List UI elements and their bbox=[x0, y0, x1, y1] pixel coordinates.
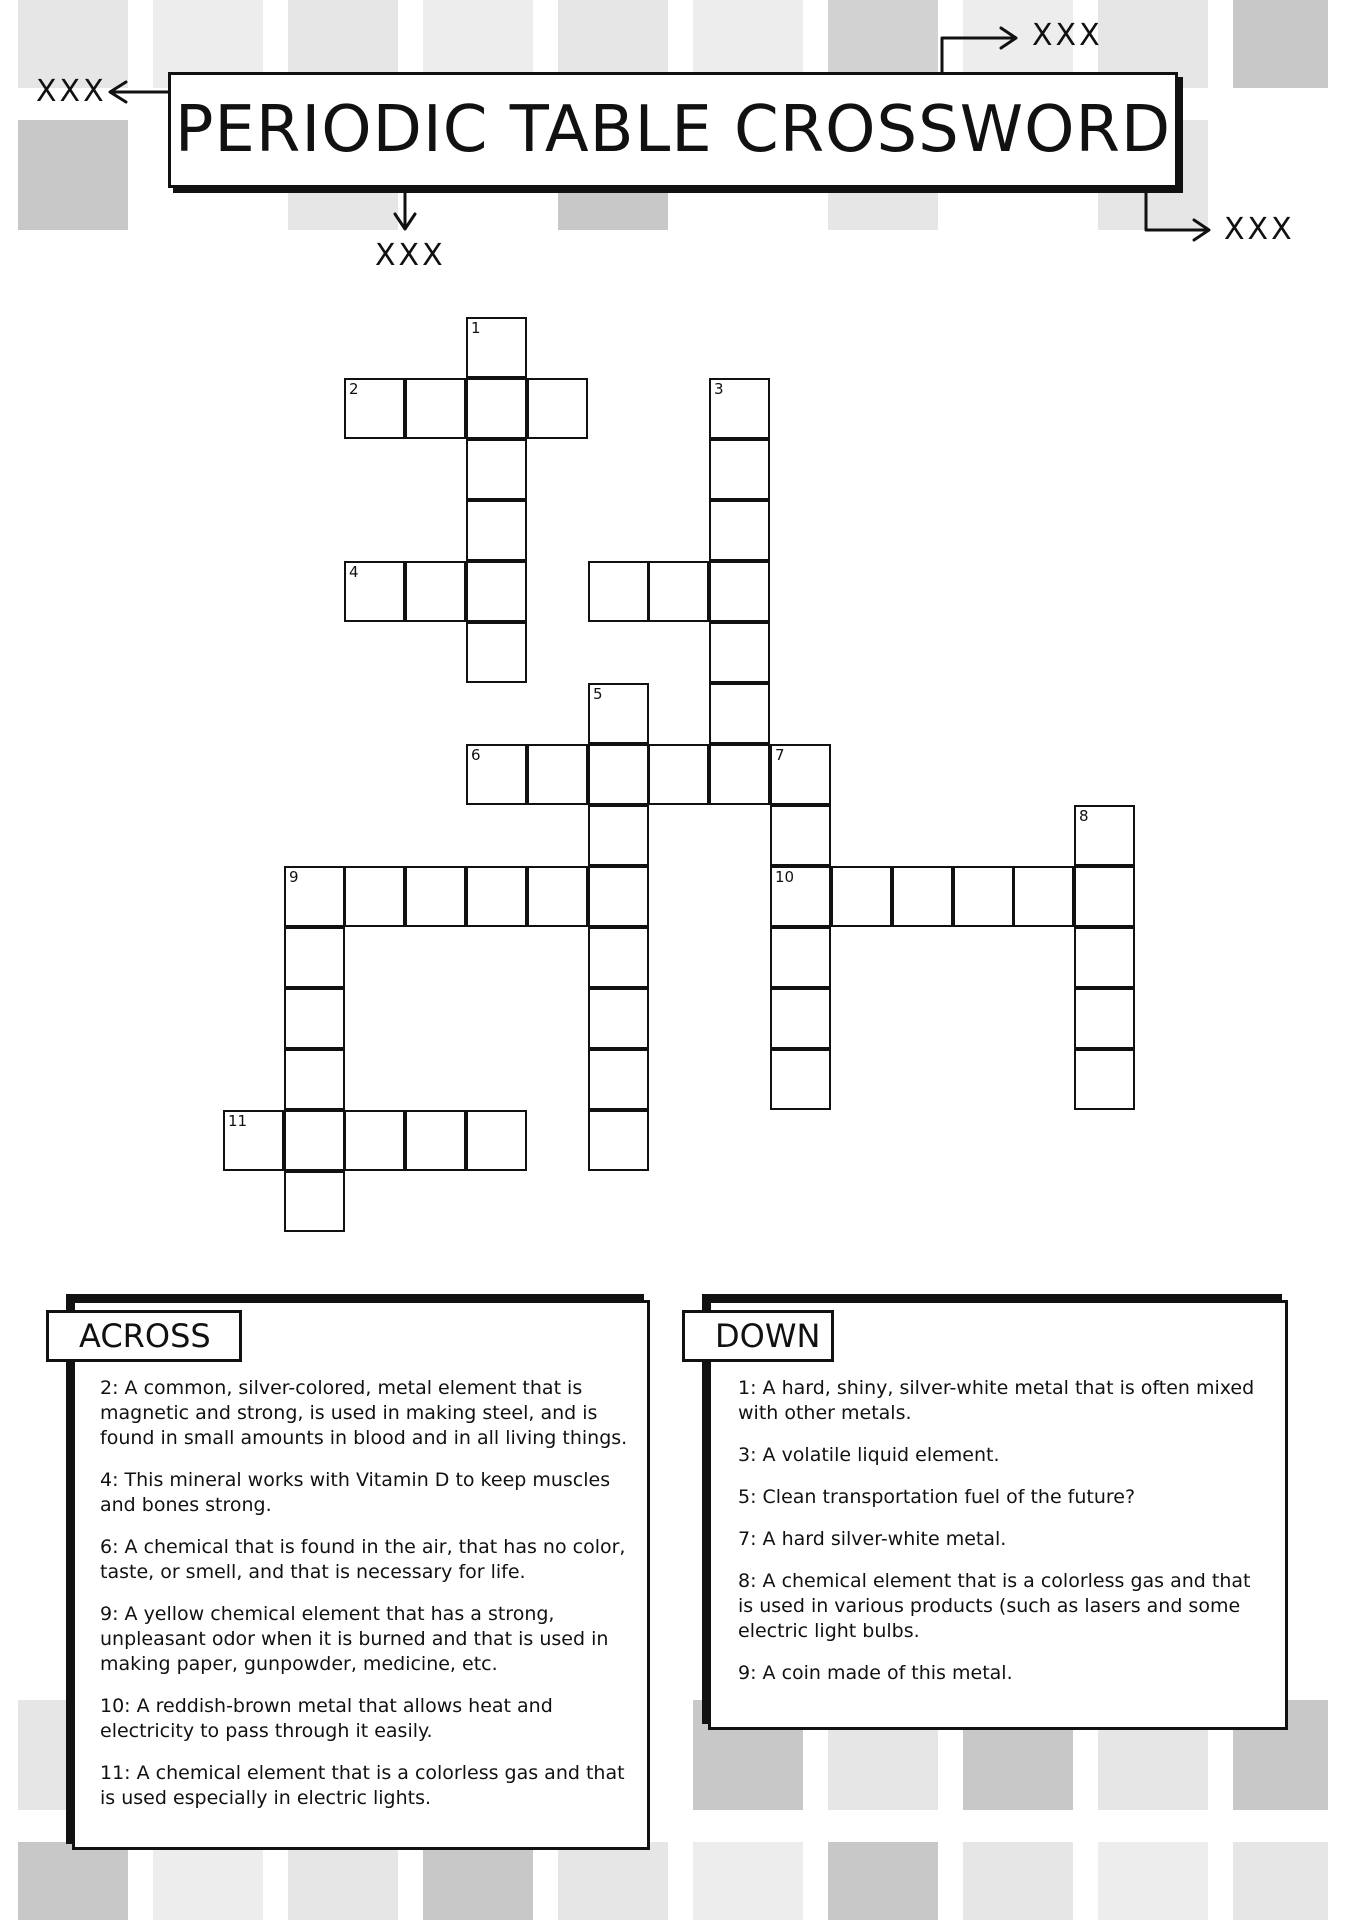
bg-square bbox=[693, 1842, 803, 1920]
grid-cell[interactable] bbox=[709, 378, 770, 439]
grid-cell[interactable] bbox=[223, 1110, 284, 1171]
down-clue: 1: A hard, shiny, silver-white metal that is often mixed with other metals. bbox=[738, 1377, 1255, 1424]
grid-cell[interactable] bbox=[284, 927, 345, 988]
across-clue: 6: A chemical that is found in the air, that has no color, taste, or smell, and that is necessary for life. bbox=[100, 1536, 626, 1583]
clue-number: 6 bbox=[471, 746, 481, 764]
grid-cell[interactable] bbox=[466, 744, 527, 805]
clue-number: 3 bbox=[714, 380, 724, 398]
across-clue: 4: This mineral works with Vitamin D to keep muscles and bones strong. bbox=[100, 1469, 611, 1516]
grid-cell[interactable] bbox=[709, 622, 770, 683]
clue-number: 4 bbox=[349, 563, 359, 581]
grid-cell[interactable] bbox=[770, 805, 831, 866]
bg-square bbox=[288, 1842, 398, 1920]
clue-number: 2 bbox=[349, 380, 359, 398]
across-heading-label: ACROSS bbox=[79, 1317, 211, 1355]
grid-cell[interactable] bbox=[466, 1110, 527, 1171]
grid-cell[interactable] bbox=[1074, 927, 1135, 988]
clue-number: 11 bbox=[228, 1112, 248, 1130]
grid-cell[interactable] bbox=[770, 927, 831, 988]
grid-cell[interactable] bbox=[466, 866, 527, 927]
grid-cell[interactable] bbox=[466, 439, 527, 500]
across-clue: 10: A reddish-brown metal that allows heat and electricity to pass through it easily. bbox=[100, 1695, 553, 1742]
grid-cell[interactable] bbox=[344, 1110, 405, 1171]
grid-cell[interactable] bbox=[284, 988, 345, 1049]
grid-cell[interactable] bbox=[1013, 866, 1074, 927]
grid-cell[interactable] bbox=[588, 866, 649, 927]
grid-cell[interactable] bbox=[344, 866, 405, 927]
down-clue: 9: A coin made of this metal. bbox=[738, 1662, 1013, 1684]
grid-cell[interactable] bbox=[1074, 866, 1135, 927]
down-clue-list bbox=[738, 1376, 1258, 1703]
grid-cell[interactable] bbox=[405, 378, 466, 439]
grid-cell[interactable] bbox=[892, 866, 953, 927]
clue-number: 1 bbox=[471, 319, 481, 337]
grid-cell[interactable] bbox=[588, 683, 649, 744]
across-clue: 11: A chemical element that is a colorless gas and that is used especially in electric lights. bbox=[100, 1762, 625, 1809]
grid-cell[interactable] bbox=[770, 1049, 831, 1110]
grid-cell[interactable] bbox=[284, 1049, 345, 1110]
clue-number: 10 bbox=[775, 868, 795, 886]
grid-cell[interactable] bbox=[588, 561, 649, 622]
grid-cell[interactable] bbox=[588, 805, 649, 866]
grid-cell[interactable] bbox=[1074, 988, 1135, 1049]
down-clue: 8: A chemical element that is a colorless gas and that is used in various products (such as lasers and some electric light bulbs. bbox=[738, 1570, 1251, 1642]
down-heading bbox=[682, 1310, 834, 1362]
grid-cell[interactable] bbox=[527, 866, 588, 927]
grid-cell[interactable] bbox=[588, 1110, 649, 1171]
across-heading bbox=[46, 1310, 242, 1362]
clue-number: 8 bbox=[1079, 807, 1089, 825]
grid-cell[interactable] bbox=[466, 378, 527, 439]
down-clue: 3: A volatile liquid element. bbox=[738, 1444, 1000, 1466]
bg-square bbox=[18, 1842, 128, 1920]
clue-number: 7 bbox=[775, 746, 785, 764]
grid-cell[interactable] bbox=[770, 988, 831, 1049]
across-clue-list bbox=[100, 1376, 630, 1828]
grid-cell[interactable] bbox=[588, 988, 649, 1049]
grid-cell[interactable] bbox=[344, 378, 405, 439]
grid-cell[interactable] bbox=[284, 1110, 345, 1171]
header-label-right: XXX bbox=[1224, 212, 1295, 247]
grid-cell[interactable] bbox=[588, 927, 649, 988]
down-clue: 7: A hard silver-white metal. bbox=[738, 1528, 1007, 1550]
grid-cell[interactable] bbox=[709, 744, 770, 805]
grid-cell[interactable] bbox=[466, 500, 527, 561]
page-title: PERIODIC TABLE CROSSWORD bbox=[174, 93, 1172, 167]
grid-cell[interactable] bbox=[344, 561, 405, 622]
bg-square bbox=[828, 1842, 938, 1920]
grid-cell[interactable] bbox=[284, 866, 345, 927]
grid-cell[interactable] bbox=[1074, 805, 1135, 866]
grid-cell[interactable] bbox=[405, 866, 466, 927]
bg-square bbox=[153, 1842, 263, 1920]
clue-number: 9 bbox=[289, 868, 299, 886]
down-heading-label: DOWN bbox=[715, 1317, 821, 1355]
bg-square bbox=[558, 1842, 668, 1920]
header-label-left: XXX bbox=[36, 74, 107, 109]
grid-cell[interactable] bbox=[588, 744, 649, 805]
grid-cell[interactable] bbox=[405, 1110, 466, 1171]
grid-cell[interactable] bbox=[466, 561, 527, 622]
grid-cell[interactable] bbox=[527, 378, 588, 439]
across-clue: 2: A common, silver-colored, metal element that is magnetic and strong, is used in making steel, and is found in small amounts in blood and in all living things. bbox=[100, 1377, 628, 1449]
grid-cell[interactable] bbox=[709, 683, 770, 744]
grid-cell[interactable] bbox=[648, 744, 709, 805]
grid-cell[interactable] bbox=[588, 1049, 649, 1110]
grid-cell[interactable] bbox=[405, 561, 466, 622]
grid-cell[interactable] bbox=[953, 866, 1014, 927]
grid-cell[interactable] bbox=[466, 622, 527, 683]
grid-cell[interactable] bbox=[709, 561, 770, 622]
bg-square bbox=[963, 1842, 1073, 1920]
bg-square bbox=[1233, 1842, 1328, 1920]
grid-cell[interactable] bbox=[284, 1171, 345, 1232]
grid-cell[interactable] bbox=[1074, 1049, 1135, 1110]
grid-cell[interactable] bbox=[466, 317, 527, 378]
grid-cell[interactable] bbox=[709, 500, 770, 561]
grid-cell[interactable] bbox=[648, 561, 709, 622]
across-clue: 9: A yellow chemical element that has a strong, unpleasant odor when it is burned and that is used in making paper, gunpowder, medicine, etc. bbox=[100, 1603, 609, 1675]
clue-number: 5 bbox=[593, 685, 603, 703]
header-label-top-right: XXX bbox=[1032, 18, 1103, 53]
grid-cell[interactable] bbox=[770, 866, 831, 927]
bg-square bbox=[1098, 1842, 1208, 1920]
header-label-bottom: XXX bbox=[375, 238, 446, 273]
grid-cell[interactable] bbox=[831, 866, 892, 927]
grid-cell[interactable] bbox=[527, 744, 588, 805]
grid-cell[interactable] bbox=[709, 439, 770, 500]
down-clue: 5: Clean transportation fuel of the future? bbox=[738, 1486, 1136, 1508]
grid-cell[interactable] bbox=[770, 744, 831, 805]
bg-square bbox=[423, 1842, 533, 1920]
